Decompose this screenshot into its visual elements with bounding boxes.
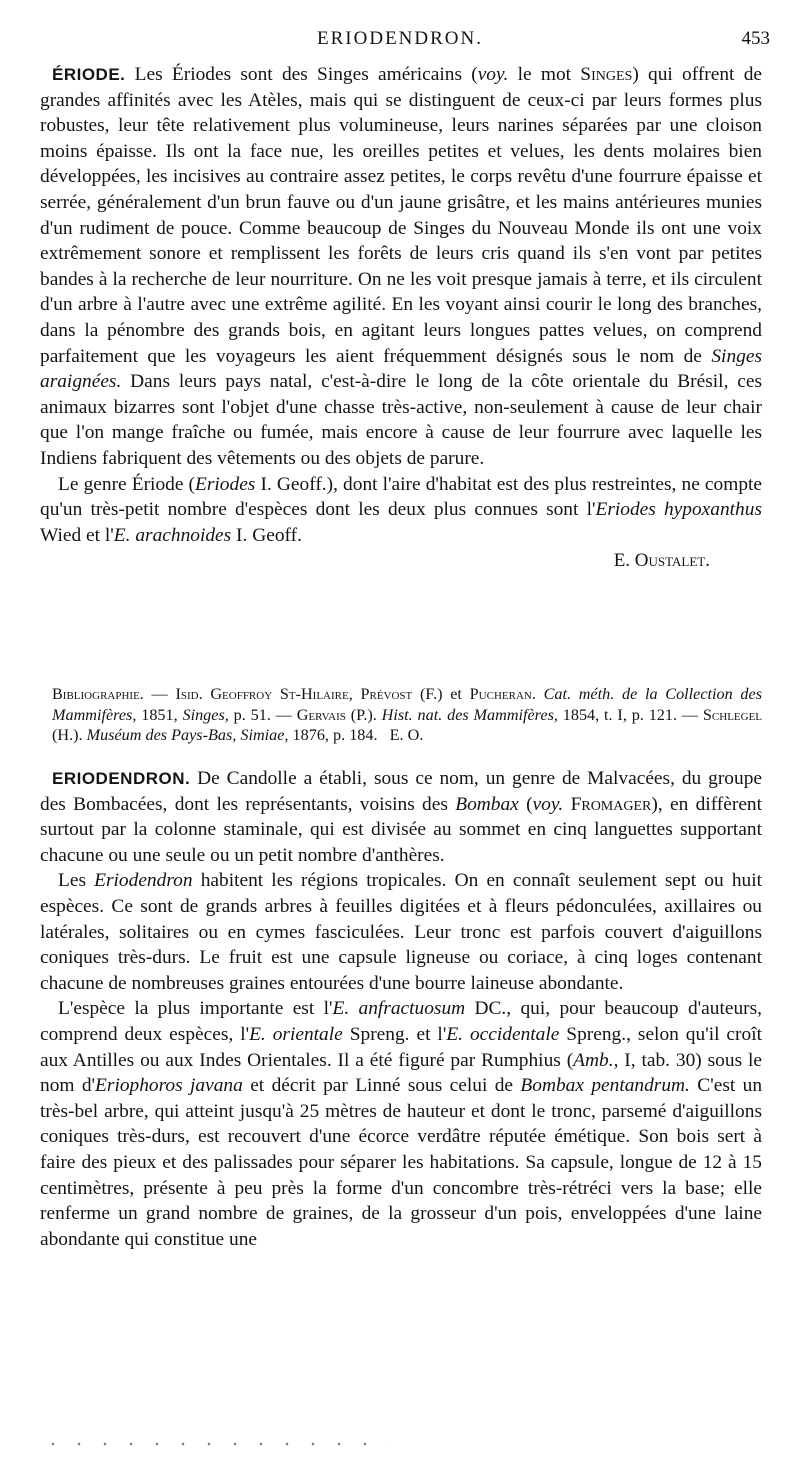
- text-run: Les: [58, 870, 95, 892]
- text-run: Le genre Ériode (: [58, 473, 196, 495]
- work-title: Cat. méth. de la Collection des Mammifères,: [52, 685, 763, 724]
- running-head: [0, 28, 800, 54]
- author-name: Isid. Geoffroy St-Hilaire, Prévost: [175, 685, 413, 703]
- text-run: ) qui offrent de grandes affinités avec les Atèles, mais qui se distinguent de ceux-ci par leurs formes plus robustes, leur tête relativement plus volumineuse, leurs narines séparées par une cloison moins épaisse. Ils ont la face nue, les oreilles petites et velues, les dents molaires bien développées, les incisives au contraire assez petites, le corps revêtu d'une fourrure épaisse et serrée, généralement d'un brun fauve ou d'un jaune grisâtre, et les mains antérieures munies d'un rudiment de pouce. Comme beaucoup de Singes du Nouveau Monde ils ont une voix extrêmement sonore et remplissent les forêts de leurs cris quand ils s'en vont par petites bandes à la recherche de leur nourriture. On ne les voit presque jamais à terre, et ils circulent d'un arbre à l'autre avec une extrême agilité. En les voyant ainsi courir le long des branches, dans la pénombre des grands bois, en agitant leurs longues pattes velues, on comprend parfaitement que les voyageurs les aient fréquemment désignés sous le nom de: [40, 64, 762, 367]
- italic-run: Eriophoros javana: [95, 1075, 243, 1097]
- text-run: [563, 794, 570, 815]
- italic-run: E. arachnoides: [113, 524, 232, 546]
- italic-run: Amb.: [573, 1049, 614, 1071]
- article-eriode: [40, 62, 762, 574]
- text-run: , I, tab. 30) sous le nom d': [40, 1049, 762, 1097]
- bibliography: [52, 684, 762, 746]
- text-run: (: [518, 793, 533, 815]
- cross-reference: Singes: [580, 64, 633, 85]
- bibliography-initials: E. O.: [389, 726, 424, 744]
- text-run: p. 51. —: [228, 705, 297, 724]
- bibliography-text: [52, 684, 762, 746]
- bibliography-label: Bibliographie.: [52, 685, 144, 703]
- work-title: Muséum des Pays-Bas, Simiae,: [86, 726, 289, 744]
- text-run: L'espèce la plus importante est l': [58, 998, 333, 1020]
- headword-eriode: ÉRIODE.: [52, 65, 126, 84]
- text-run: (P.).: [345, 705, 382, 724]
- text-run: (F.) et: [412, 685, 470, 703]
- text-run: Dans leurs pays natal, c'est-à-dire le long de la côte orientale du Brésil, ces animaux bizarres sont l'objet d'une chasse très-active, non-seulement à cause de leur chair que l'on mange fraîche ou fumée, mais encore à cause de leur fourrure avec laquelle les Indiens fabriquent des vêtements ou des objets de parure.: [40, 371, 762, 469]
- eriode-paragraph-2: [40, 472, 762, 549]
- text-run: Les Ériodes sont des Singes américains (: [125, 64, 478, 85]
- italic-run: Eriodendron: [94, 870, 193, 892]
- text-run: 1876, p. 184.: [288, 726, 378, 744]
- text-run: —: [143, 685, 176, 703]
- print-marks-decoration: [40, 1442, 390, 1446]
- text-run: (H.).: [52, 726, 87, 744]
- text-run: Spreng., selon qu'il croît aux Antilles ou aux Indes Orientales. Il a été figuré par Rumphius (: [40, 1023, 762, 1071]
- author-name: Schlegel: [702, 705, 763, 724]
- text-run: Wied et l': [40, 524, 114, 546]
- text-run: DC., qui, pour beaucoup d'auteurs, comprend deux espèces, l': [40, 998, 762, 1045]
- text-run: Spreng. et l': [342, 1023, 447, 1045]
- eriodendron-paragraph-1: [40, 766, 762, 868]
- eriodendron-paragraph-2: [40, 868, 762, 996]
- italic-run: Eriodes: [195, 473, 256, 495]
- italic-run: Singes araignées.: [40, 345, 762, 393]
- text-run: C'est un très-bel arbre, qui atteint jusqu'à 25 mètres de hauteur et dont le tronc, parsemé d'aiguillons coniques très-durs, est recouvert d'une écorce verdâtre réputée émétique. Son bois sert à faire des pieux et des palissades pour séparer les habitations. Sa capsule, longue de 12 à 15 centimètres, présente à peu près la forme d'un concombre très-rétréci vers la base; elle renferme un grand nombre de graines, de la grosseur d'un pois, enveloppées d'une laine abondante qui constitue une: [40, 1075, 763, 1250]
- running-head-title: ERIODENDRON.: [317, 28, 483, 49]
- italic-run: voy.: [532, 793, 564, 815]
- italic-run: E. anfractuosum: [332, 998, 466, 1020]
- text-run: De Candolle a établi, sous ce nom, un genre de Malvacées, du groupe des Bombacées, dont les représentants, voisins des: [40, 768, 762, 815]
- cross-reference: Fromager: [570, 793, 652, 815]
- eriodendron-paragraph-3: [40, 996, 762, 1252]
- eriode-paragraph-1: [40, 62, 762, 472]
- text-run: I. Geoff.: [231, 524, 302, 546]
- text-run: 1854, t. I, p. 121. —: [557, 705, 703, 724]
- italic-run: Eriodes hypoxanthus: [595, 499, 762, 521]
- italic-run: Bombax: [455, 793, 519, 815]
- text-run: 1851,: [136, 705, 183, 724]
- text-run: habitent les régions tropicales. On en connaît seulement sept ou huit espèces. Ce sont de grands arbres à feuilles digitées et à fleurs pédonculées, axillaires ou latérales, solitaires ou en cymes fasciculées. Leur tronc est parfois couvert d'aiguillons coniques très-durs. Le fruit est une capsule ligneuse ou coriace, à cinq loges contenant chacune de nombreuses graines entourées d'une bourre laineuse abondante.: [40, 870, 762, 994]
- author-name: Pucheran: [469, 685, 532, 703]
- headword-eriodendron: ERIODENDRON.: [52, 769, 191, 788]
- text-run: I. Geoff.), dont l'aire d'habitat est des plus restreintes, ne compte qu'un très-petit nombre d'espèces dont les deux plus connues sont l': [40, 473, 763, 521]
- work-title: Singes,: [182, 705, 229, 724]
- page-number: 453: [741, 28, 770, 49]
- italic-run: E. occidentale: [446, 1023, 560, 1045]
- text-run: .: [531, 685, 544, 703]
- text-run: le mot: [508, 64, 581, 85]
- author-signature: E. Oustalet.: [613, 550, 710, 572]
- author-name: Gervais: [296, 705, 346, 724]
- article-eriodendron: [40, 766, 762, 1252]
- italic-run: voy.: [477, 64, 509, 85]
- work-title: Hist. nat. des Mammifères,: [381, 705, 558, 724]
- italic-run: Bombax pentandrum.: [520, 1075, 690, 1097]
- italic-run: E. orientale: [249, 1023, 343, 1045]
- text-run: et décrit par Linné sous celui de: [242, 1075, 521, 1097]
- text-run: ), en diffèrent surtout par la colonne staminale, qui est divisée au sommet en cinq languettes supportant chacune ou une seule ou un petit nombre d'anthères.: [40, 793, 763, 866]
